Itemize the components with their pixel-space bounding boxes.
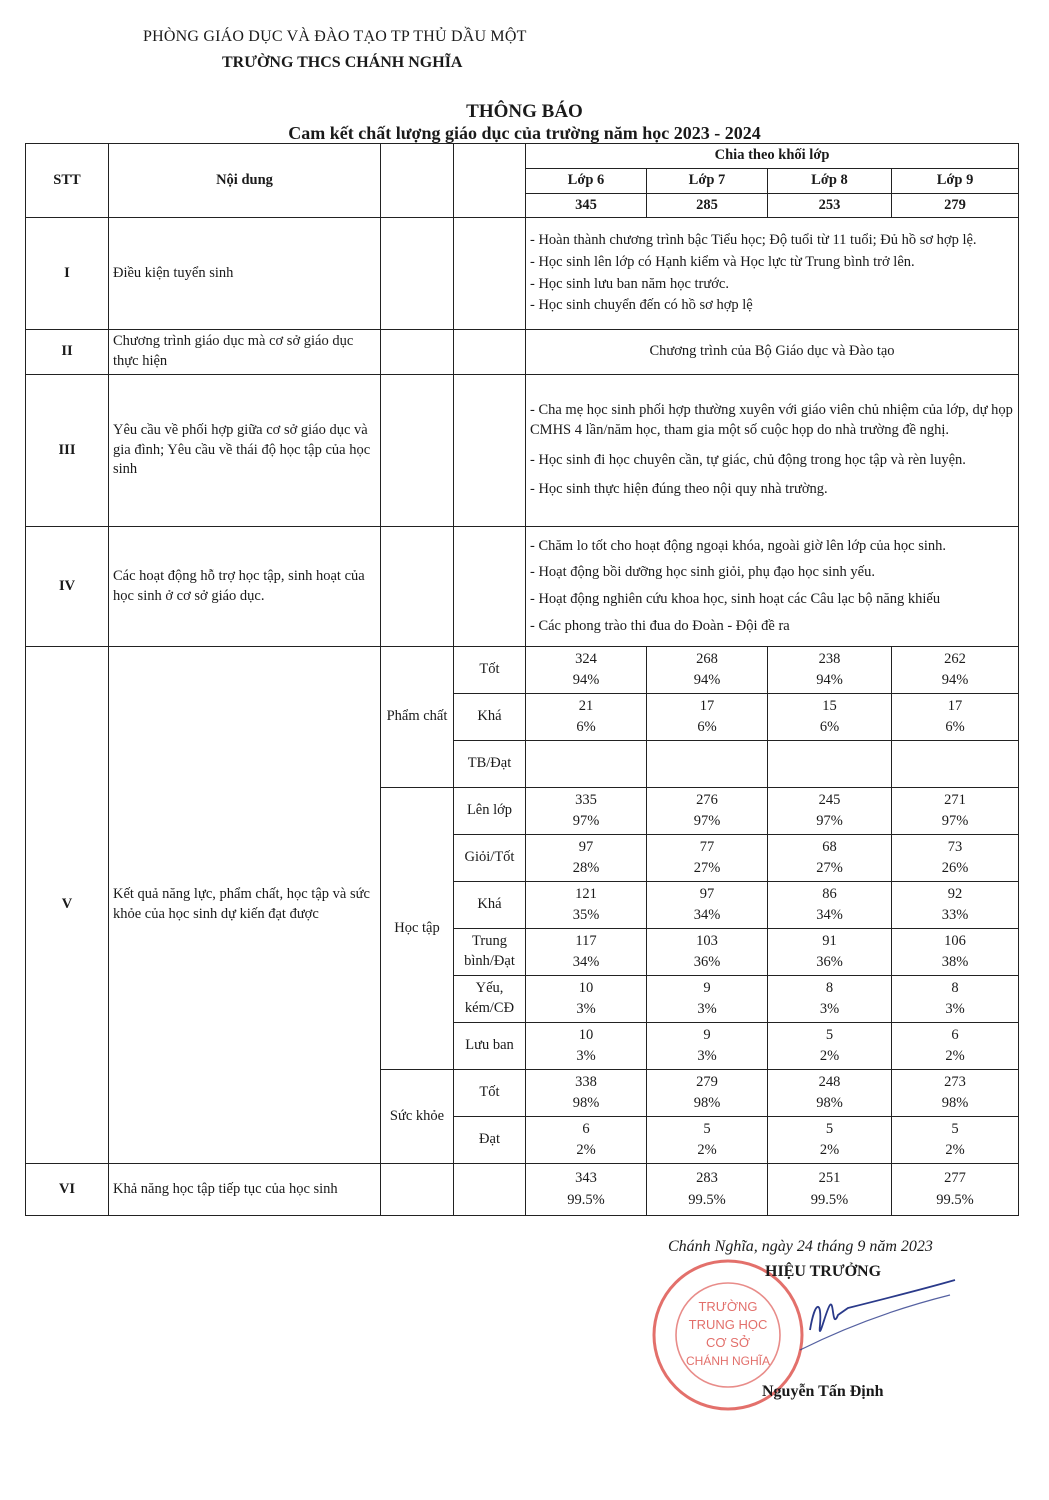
section-number: V [26, 647, 109, 1164]
value-cell: 268 94% [647, 647, 768, 694]
group-label: Sức khỏe [381, 1070, 454, 1164]
value-cell: 97 34% [647, 882, 768, 929]
stamp-line: CƠ SỞ [706, 1335, 750, 1350]
value-cell: 273 98% [892, 1070, 1019, 1117]
grade-6-total: 345 [526, 194, 647, 218]
row-label: Giỏi/Tốt [454, 835, 526, 882]
value-cell: 238 94% [768, 647, 892, 694]
grade-6-header: Lớp 6 [526, 169, 647, 194]
section-number: II [26, 330, 109, 375]
value-cell: 8 3% [892, 976, 1019, 1023]
stamp-line: CHÁNH NGHĨA [685, 1354, 771, 1368]
value-cell: 15 6% [768, 694, 892, 741]
row-label: Lên lớp [454, 788, 526, 835]
signer-title: HIỆU TRƯỞNG [765, 1263, 882, 1280]
value-cell: 271 97% [892, 788, 1019, 835]
header-grade-group: Chia theo khối lớp [526, 144, 1019, 169]
grade-8-header: Lớp 8 [768, 169, 892, 194]
value-cell: 121 35% [526, 882, 647, 929]
value-cell: 73 26% [892, 835, 1019, 882]
bullet-item: - Học sinh thực hiện đúng theo nội quy nhà trường. [530, 481, 828, 498]
row-label: Đạt [454, 1117, 526, 1164]
header-stt: STT [26, 144, 109, 218]
section-number: IV [26, 527, 109, 647]
grade-7-total: 285 [647, 194, 768, 218]
value-cell: 17 6% [647, 694, 768, 741]
value-cell: 68 27% [768, 835, 892, 882]
stamp-line: TRƯỜNG [698, 1299, 758, 1314]
value-cell: 277 99.5% [892, 1164, 1019, 1216]
value-cell: 91 36% [768, 929, 892, 976]
grade-7-header: Lớp 7 [647, 169, 768, 194]
value-cell: 10 3% [526, 1023, 647, 1070]
value-cell [892, 741, 1019, 788]
value-cell: 6 2% [892, 1023, 1019, 1070]
value-cell: 279 98% [647, 1070, 768, 1117]
section-number: III [26, 375, 109, 527]
section-label: Điều kiện tuyển sinh [109, 218, 381, 330]
signature [760, 1270, 960, 1380]
value-cell: 103 36% [647, 929, 768, 976]
section-label: Kết quả năng lực, phẩm chất, học tập và sức khỏe của học sinh dự kiến đạt được [109, 647, 381, 1164]
value-cell: 324 94% [526, 647, 647, 694]
org-name: PHÒNG GIÁO DỤC VÀ ĐÀO TẠO TP THỦ DẦU MỘT [143, 28, 527, 45]
signer-name: Nguyễn Tấn Định [762, 1383, 884, 1400]
value-cell: 10 3% [526, 976, 647, 1023]
value-cell [647, 741, 768, 788]
section-label: Các hoạt động hỗ trợ học tập, sinh hoạt của học sinh ở cơ sở giáo dục. [109, 527, 381, 647]
value-cell [526, 741, 647, 788]
value-cell [768, 741, 892, 788]
value-cell: 9 3% [647, 976, 768, 1023]
bullet-item: - Chăm lo tốt cho hoạt động ngoại khóa, ngoài giờ lên lớp của học sinh. [530, 537, 947, 554]
group-label: Học tập [381, 788, 454, 1070]
value-cell: 17 6% [892, 694, 1019, 741]
bullet-item: - Học sinh lên lớp có Hạnh kiểm và Học lực từ Trung bình trở lên. [530, 253, 915, 270]
section-number: VI [26, 1164, 109, 1216]
section-label: Khả năng học tập tiếp tục của học sinh [109, 1164, 381, 1216]
value-cell: 86 34% [768, 882, 892, 929]
bullet-item: - Hoạt động nghiên cứu khoa học, sinh hoạt các Câu lạc bộ năng khiếu [530, 591, 941, 607]
value-cell: 5 2% [768, 1023, 892, 1070]
school-name: TRƯỜNG THCS CHÁNH NGHĨA [222, 54, 463, 71]
grade-9-total: 279 [892, 194, 1019, 218]
section-details [526, 218, 1019, 330]
commitment-table [25, 143, 1019, 1216]
section-number: I [26, 218, 109, 330]
grade-9-header: Lớp 9 [892, 169, 1019, 194]
document-title: THÔNG BÁO [466, 101, 583, 122]
value-cell: 245 97% [768, 788, 892, 835]
value-cell: 9 3% [647, 1023, 768, 1070]
bullet-item: - Hoàn thành chương trình bậc Tiểu học; Độ tuổi từ 11 tuổi; Đủ hồ sơ hợp lệ. [530, 232, 977, 249]
row-label: Khá [454, 882, 526, 929]
value-cell: 338 98% [526, 1070, 647, 1117]
bullet-item: - Hoạt động bồi dưỡng học sinh giỏi, phụ đạo học sinh yếu. [530, 564, 875, 581]
value-cell: 106 38% [892, 929, 1019, 976]
bullet-item: - Học sinh lưu ban năm học trước. [530, 275, 729, 292]
header-blank [381, 144, 454, 218]
value-cell: 251 99.5% [768, 1164, 892, 1216]
bullet-item: - Học sinh chuyển đến có hồ sơ hợp lệ [530, 297, 753, 314]
row-label: Trung bình/Đạt [454, 929, 526, 976]
group-label: Phẩm chất [381, 647, 454, 788]
section-details: Chương trình của Bộ Giáo dục và Đào tạo [526, 330, 1019, 375]
value-cell: 21 6% [526, 694, 647, 741]
value-cell: 283 99.5% [647, 1164, 768, 1216]
sign-date: Chánh Nghĩa, ngày 24 tháng 9 năm 2023 [668, 1238, 933, 1255]
value-cell: 5 2% [647, 1117, 768, 1164]
header-content: Nội dung [109, 144, 381, 218]
stamp-line: TRUNG HỌC [688, 1317, 768, 1332]
grade-8-total: 253 [768, 194, 892, 218]
bullet-item: - Cha mẹ học sinh phối hợp thường xuyên với giáo viên chủ nhiệm của lớp, dự họp CMHS 4 lần/năm học, tham gia một số cuộc họp do nhà trường đề nghị. [530, 402, 1013, 438]
value-cell: 335 97% [526, 788, 647, 835]
row-label: Tốt [454, 1070, 526, 1117]
value-cell: 276 97% [647, 788, 768, 835]
section-label: Yêu cầu về phối hợp giữa cơ sở giáo dục và gia đình; Yêu cầu về thái độ học tập của học sinh [109, 375, 381, 527]
section-details [526, 527, 1019, 647]
value-cell: 117 34% [526, 929, 647, 976]
row-label: Tốt [454, 647, 526, 694]
bullet-item: - Học sinh đi học chuyên cần, tự giác, chủ động trong học tập và rèn luyện. [530, 451, 966, 468]
value-cell: 8 3% [768, 976, 892, 1023]
row-label: Yếu, kém/CĐ [454, 976, 526, 1023]
section-details [526, 375, 1019, 527]
value-cell: 248 98% [768, 1070, 892, 1117]
row-label: Khá [454, 694, 526, 741]
value-cell: 262 94% [892, 647, 1019, 694]
value-cell: 5 2% [892, 1117, 1019, 1164]
row-label: TB/Đạt [454, 741, 526, 788]
header-blank [454, 144, 526, 218]
row-label: Lưu ban [454, 1023, 526, 1070]
value-cell: 92 33% [892, 882, 1019, 929]
value-cell: 77 27% [647, 835, 768, 882]
document-subtitle: Cam kết chất lượng giáo dục của trường năm học 2023 - 2024 [288, 123, 761, 143]
value-cell: 6 2% [526, 1117, 647, 1164]
bullet-item: - Các phong trào thi đua do Đoàn - Đội đề ra [530, 617, 790, 634]
value-cell: 343 99.5% [526, 1164, 647, 1216]
value-cell: 97 28% [526, 835, 647, 882]
section-label: Chương trình giáo dục mà cơ sở giáo dục thực hiện [109, 330, 381, 375]
value-cell: 5 2% [768, 1117, 892, 1164]
